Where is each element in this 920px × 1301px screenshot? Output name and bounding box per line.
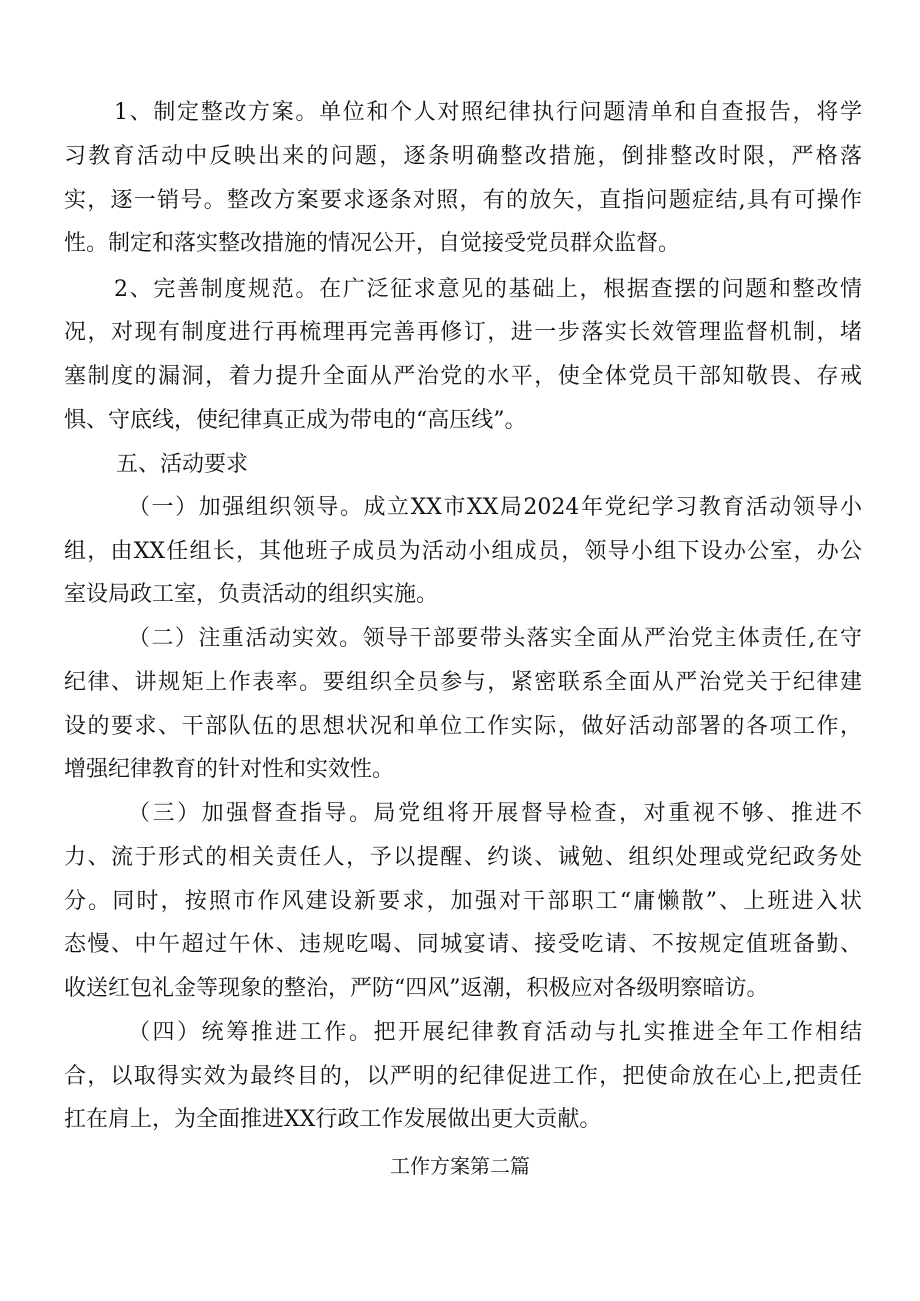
p1-line-2: 组，由XX任组长，其他班子成员为活动小组成员，领导小组下设办公室，办公 (64, 539, 862, 564)
p2-line-3: 设的要求、干部队伍的思想状况和单位工作实际，做好活动部署的各项工作， (64, 714, 862, 739)
p3-line-2: 力、流于形式的相关责任人，予以提醒、约谈、诫勉、组织处理或党纪政务处 (64, 845, 862, 870)
p3-line-3: 分。同时，按照市作风建设新要求，加强对干部职工“庸懒散”、上班进入状 (64, 889, 862, 914)
p4-line-1: （四）统筹推进工作。把开展纪律教育活动与扎实推进全年工作相结 (128, 1020, 862, 1045)
p4-line-3: 扛在肩上，为全面推进XX行政工作发展做出更大贡献。 (64, 1107, 602, 1132)
next-section-title: 工作方案第二篇 (390, 1154, 530, 1178)
item1-line-2: 习教育活动中反映出来的问题，逐条明确整改措施，倒排整改时限，严格落 (64, 144, 862, 169)
p2-line-1: （二）注重活动实效。领导干部要带头落实全面从严治党主体责任,在守 (128, 626, 862, 651)
p1-line-3: 室设局政工室，负责活动的组织实施。 (64, 582, 439, 607)
item2-line-3: 塞制度的漏洞，着力提升全面从严治党的水平，使全体党员干部知敬畏、存戒 (64, 364, 862, 389)
p2-line-2: 纪律、讲规矩上作表率。要组织全员参与，紧密联系全面从严治党关于纪律建 (64, 670, 862, 695)
item1-line-1: 1、制定整改方案。单位和个人对照纪律执行问题清单和自查报告，将学 (114, 100, 862, 125)
p3-line-5: 收送红包礼金等现象的整治，严防“四风”返潮，积极应对各级明察暗访。 (64, 976, 769, 1001)
item1-line-3: 实，逐一销号。整改方案要求逐条对照，有的放矢，直指问题症结,具有可操作 (64, 188, 862, 213)
p3-line-1: （三）加强督查指导。局党组将开展督导检查，对重视不够、推进不 (128, 801, 862, 826)
p2-line-4: 增强纪律教育的针对性和实效性。 (64, 757, 395, 782)
item2-line-1: 2、完善制度规范。在广泛征求意见的基础上，根据查摆的问题和整改情 (114, 277, 862, 302)
item2-line-2: 况，对现有制度进行再梳理再完善再修订，进一步落实长效管理监督机制，堵 (64, 320, 862, 345)
p4-line-2: 合，以取得实效为最终目的，以严明的纪律促进工作，把使命放在心上,把责任 (64, 1064, 862, 1089)
section-heading: 五、活动要求 (116, 452, 249, 477)
item1-line-4: 性。制定和落实整改措施的情况公开，自觉接受党员群众监督。 (64, 231, 681, 256)
p3-line-4: 态慢、中午超过午休、违规吃喝、同城宴请、接受吃请、不按规定值班备勤、 (64, 932, 862, 957)
item2-line-4: 惧、守底线，使纪律真正成为带电的“高压线”。 (64, 408, 527, 433)
p1-line-1: （一）加强组织领导。成立XX市XX局2024年党纪学习教育活动领导小 (128, 495, 862, 520)
